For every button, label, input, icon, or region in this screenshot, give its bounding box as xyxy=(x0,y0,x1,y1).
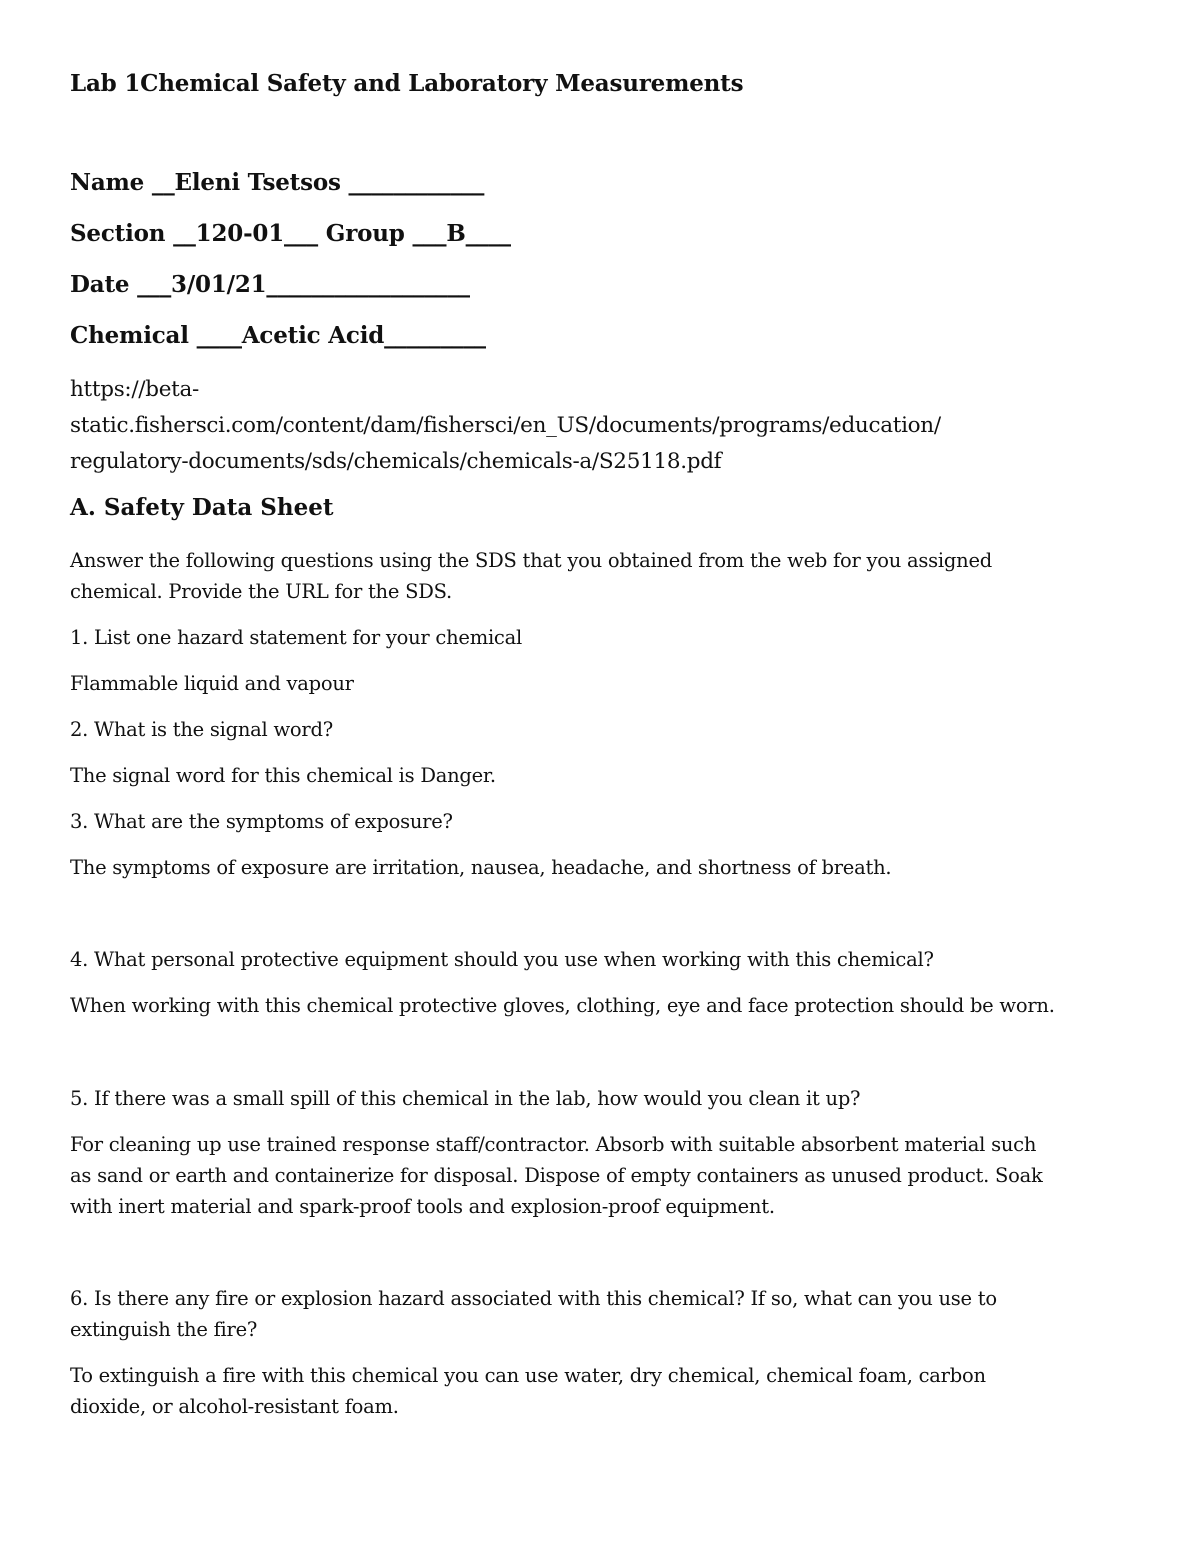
sds-url-line-3: regulatory-documents/sds/chemicals/chemicals-a/S25118.pdf xyxy=(70,449,722,474)
instructions-line-1: Answer the following questions using the SDS that you obtained from the web for you assigned xyxy=(70,549,992,572)
sds-url-line-1: https://beta- xyxy=(70,377,199,402)
sds-url xyxy=(70,372,1140,480)
answer-3: The symptoms of exposure are irritation, nausea, headache, and shortness of breath. xyxy=(70,856,892,879)
section-group-field: Section __120-01___ Group ___B____ xyxy=(70,220,511,247)
answer-5-line-3: with inert material and spark-proof tools and explosion-proof equipment. xyxy=(70,1195,775,1218)
answer-5-line-2: as sand or earth and containerize for disposal. Dispose of empty containers as unused product. Soak xyxy=(70,1164,1043,1187)
answer-1: Flammable liquid and vapour xyxy=(70,672,354,695)
date-field: Date ___3/01/21__________________ xyxy=(70,271,470,298)
question-1: 1. List one hazard statement for your chemical xyxy=(70,626,522,649)
answer-2: The signal word for this chemical is Danger. xyxy=(70,764,496,787)
question-6-line-2: extinguish the fire? xyxy=(70,1318,258,1341)
question-3: 3. What are the symptoms of exposure? xyxy=(70,810,453,833)
answer-4: When working with this chemical protective gloves, clothing, eye and face protection should be worn. xyxy=(70,994,1055,1017)
name-field: Name __Eleni Tsetsos ____________ xyxy=(70,169,485,196)
answer-5-line-1: For cleaning up use trained response staff/contractor. Absorb with suitable absorbent material such xyxy=(70,1133,1037,1156)
question-6-line-1: 6. Is there any fire or explosion hazard associated with this chemical? If so, what can you use to xyxy=(70,1287,997,1310)
answer-6-line-1: To extinguish a fire with this chemical you can use water, dry chemical, chemical foam, carbon xyxy=(70,1364,986,1387)
question-5: 5. If there was a small spill of this chemical in the lab, how would you clean it up? xyxy=(70,1087,861,1110)
question-2: 2. What is the signal word? xyxy=(70,718,333,741)
chemical-field: Chemical ____Acetic Acid_________ xyxy=(70,322,486,349)
document-title: Lab 1Chemical Safety and Laboratory Measurements xyxy=(70,70,744,97)
instructions-line-2: chemical. Provide the URL for the SDS. xyxy=(70,580,452,603)
question-4: 4. What personal protective equipment should you use when working with this chemical? xyxy=(70,948,934,971)
section-a-heading: A. Safety Data Sheet xyxy=(70,494,334,521)
sds-url-line-2: static.fishersci.com/content/dam/fishersci/en_US/documents/programs/education/ xyxy=(70,413,941,438)
answer-6-line-2: dioxide, or alcohol-resistant foam. xyxy=(70,1395,399,1418)
